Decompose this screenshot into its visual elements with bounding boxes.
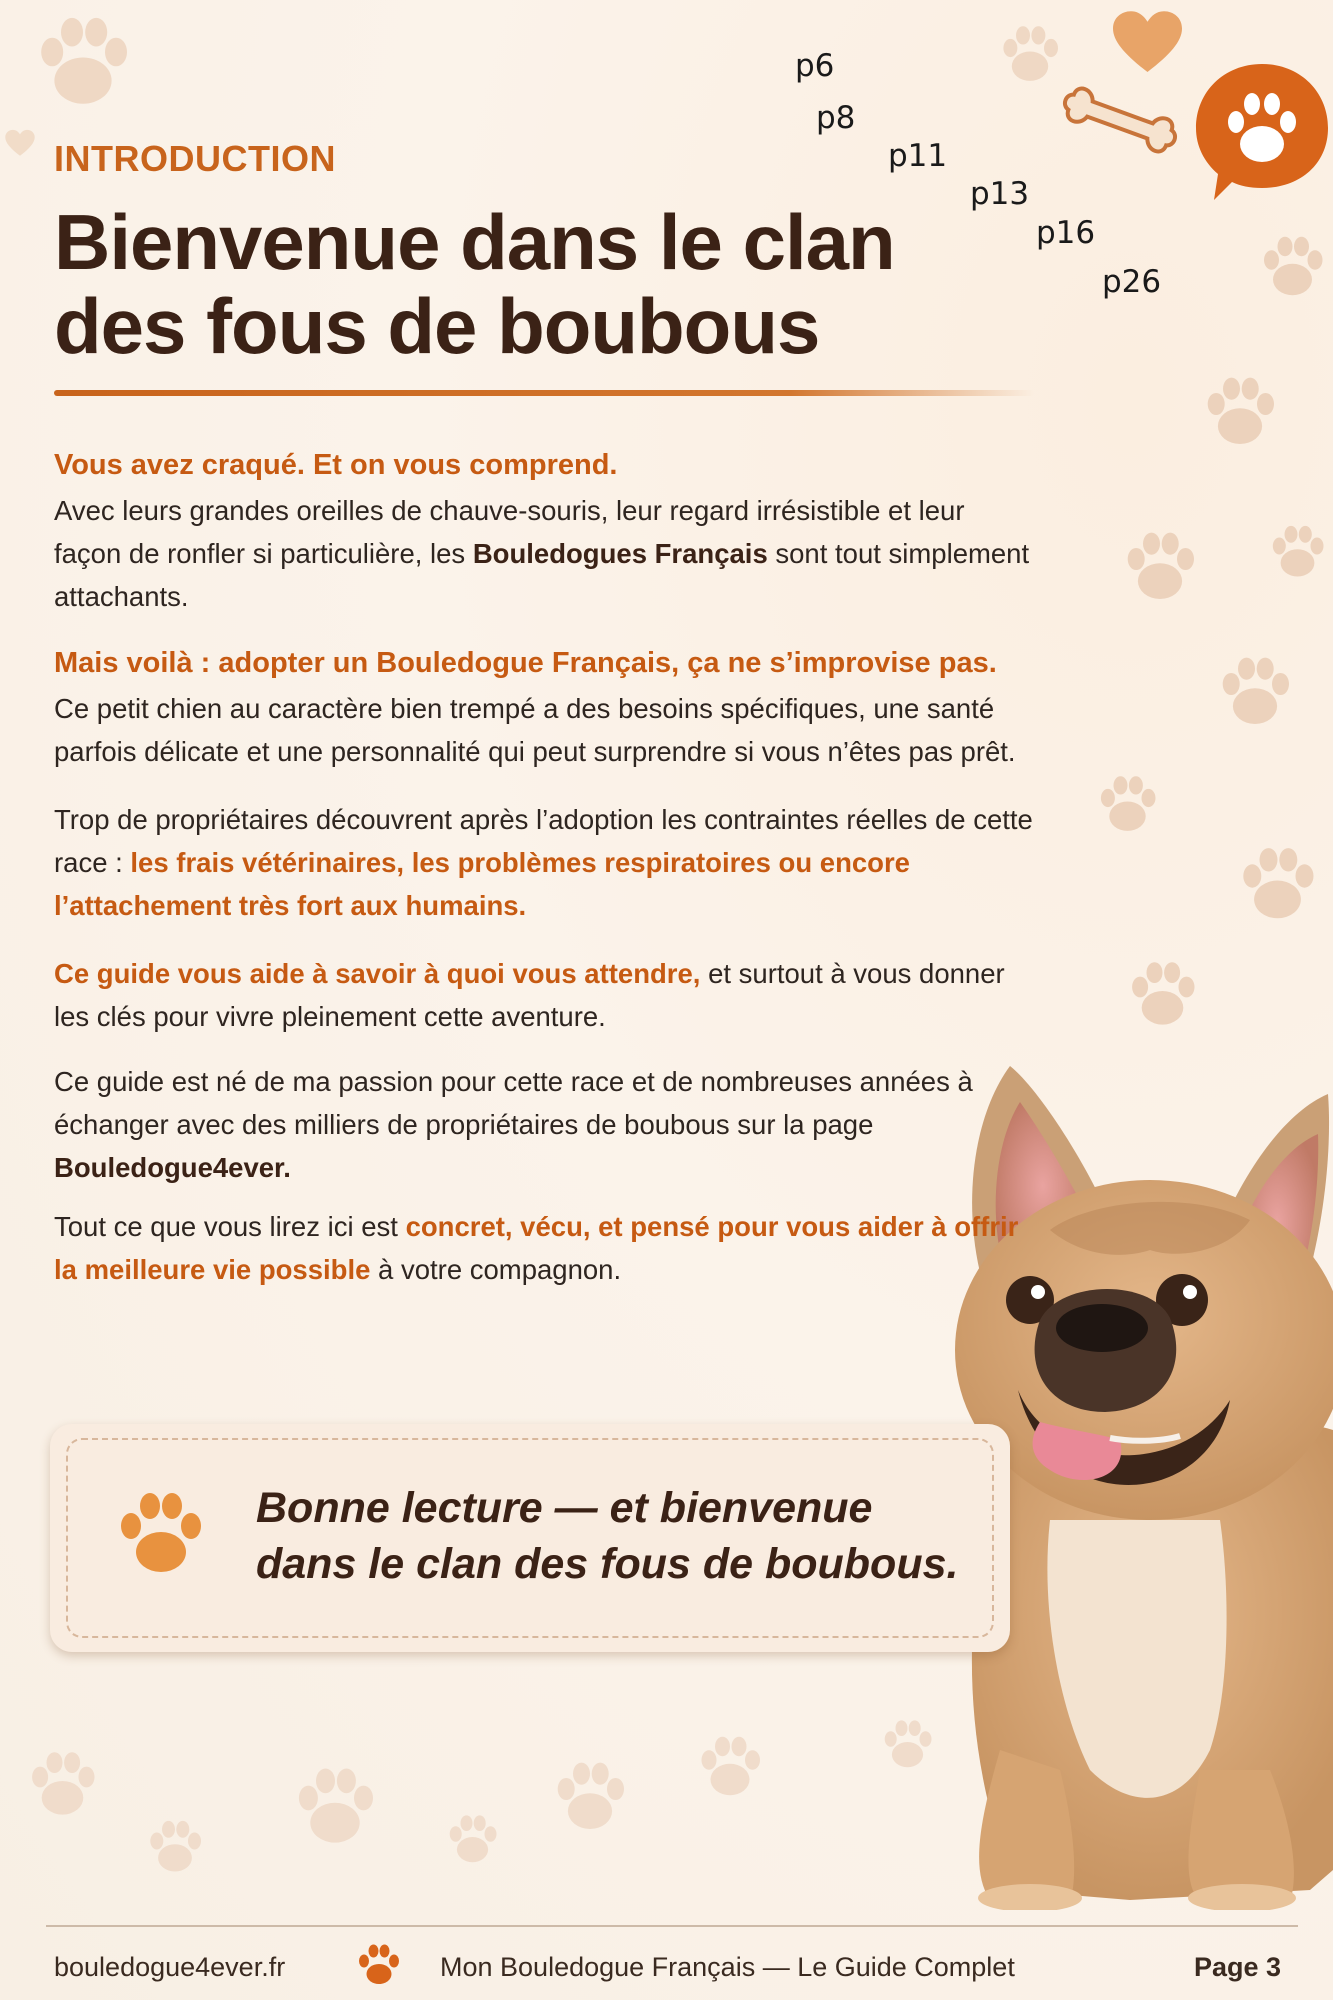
paragraph-1 [54, 489, 1034, 618]
paragraph-6-highlight: concret, vécu, et pensé pour vous aider à offrir la meilleure vie possible [54, 1211, 1019, 1285]
paragraph-5-strong: Bouledogue4ever. [54, 1152, 291, 1183]
paw-bubble-icon [1192, 58, 1332, 208]
paw-print-icon [1255, 230, 1330, 305]
paragraph-4-highlight: Ce guide vous aide à savoir à quoi vous attendre, [54, 958, 701, 989]
paragraph-6-text-b: à votre compagnon. [370, 1254, 622, 1285]
paw-print-icon [995, 20, 1065, 90]
heart-icon [1110, 8, 1185, 76]
heart-icon [4, 128, 36, 158]
paw-print-icon [140, 1815, 210, 1880]
paragraph-1-text-a: Avec leurs grandes oreilles de chauve-souris, leur regard irrésistible et leur façon de ronfler si particulière, les [54, 495, 965, 569]
title-divider [54, 390, 1034, 396]
callout-line-2: dans le clan des fous de boubous. [256, 1540, 959, 1588]
bone-icon [1060, 80, 1180, 160]
paw-print-icon [1265, 520, 1330, 585]
page-number: Page 3 [1194, 1952, 1282, 1982]
paw-print-icon [1210, 650, 1300, 735]
paw-print-icon [440, 1810, 505, 1870]
intro-body [54, 444, 1034, 1291]
toc-page-marker: p16 [1036, 215, 1096, 251]
paw-print-icon [8, 8, 158, 118]
paragraph-5-text: Ce guide est né de ma passion pour cette race et de nombreuses années à échanger avec des milliers de propriétaires de boubous sur la page [54, 1066, 973, 1140]
paragraph-3-text: Trop de propriétaires découvrent après l’adoption les contraintes réelles de cette race : [54, 804, 1033, 878]
callout-text [256, 1480, 996, 1592]
paw-print-icon [20, 1745, 105, 1825]
paw-print-icon [1115, 525, 1205, 610]
page-title-line-1: Bienvenue dans le clan [54, 198, 895, 286]
paragraph-4-text: et surtout à vous donner les clés pour vivre pleinement cette aventure. [54, 958, 1005, 1032]
paw-print-icon [690, 1730, 770, 1805]
paw-print-icon [285, 1760, 385, 1855]
paw-print-icon [1190, 370, 1290, 455]
page-title-line-2: des fous de boubous [54, 282, 820, 370]
toc-page-marker: p13 [970, 176, 1030, 212]
toc-page-marker: p8 [816, 100, 856, 136]
paw-print-icon [1230, 840, 1325, 930]
paragraph-6-text-a: Tout ce que vous lirez ici est [54, 1211, 406, 1242]
paw-icon [106, 1484, 216, 1584]
toc-page-marker: p26 [1102, 264, 1162, 300]
paragraph-3 [54, 798, 1034, 927]
paragraph-2-heading: Mais voilà : adopter un Bouledogue Français, ça ne s’improvise pas. [54, 647, 997, 679]
toc-page-marker: p11 [888, 138, 948, 174]
paragraph-2: Ce petit chien au caractère bien trempé a des besoins spécifiques, une santé parfois délicate et une personnalité qui peut surprendre si vous n’êtes pas prêt. [54, 693, 1016, 767]
paragraph-3-highlight: les frais vétérinaires, les problèmes respiratoires ou encore l’attachement très fort aux humains. [54, 847, 910, 921]
closing-callout [50, 1424, 1010, 1652]
paragraph-1-strong: Bouledogues Français [472, 538, 768, 569]
footer-divider [46, 1925, 1298, 1927]
paragraph-4 [54, 952, 1034, 1038]
footer-guide-title: Mon Bouledogue Français — Le Guide Complet [440, 1952, 1015, 1982]
paragraph-1-text-b: sont tout simplement attachants. [54, 538, 1030, 612]
paragraph-5 [54, 1060, 1034, 1189]
paragraph-1-heading: Vous avez craqué. Et on vous comprend. [54, 449, 618, 481]
toc-page-marker: p6 [795, 48, 835, 84]
section-label: INTRODUCTION [54, 138, 336, 179]
page-title [54, 200, 994, 368]
paw-print-icon [1120, 955, 1205, 1035]
paw-print-icon [1090, 770, 1165, 840]
callout-line-1: Bonne lecture — et bienvenue [256, 1484, 873, 1532]
paragraph-6 [54, 1205, 1034, 1291]
footer-site: bouledogue4ever.fr [54, 1952, 286, 1982]
paw-print-icon [545, 1755, 635, 1840]
paw-icon [352, 1940, 406, 1990]
